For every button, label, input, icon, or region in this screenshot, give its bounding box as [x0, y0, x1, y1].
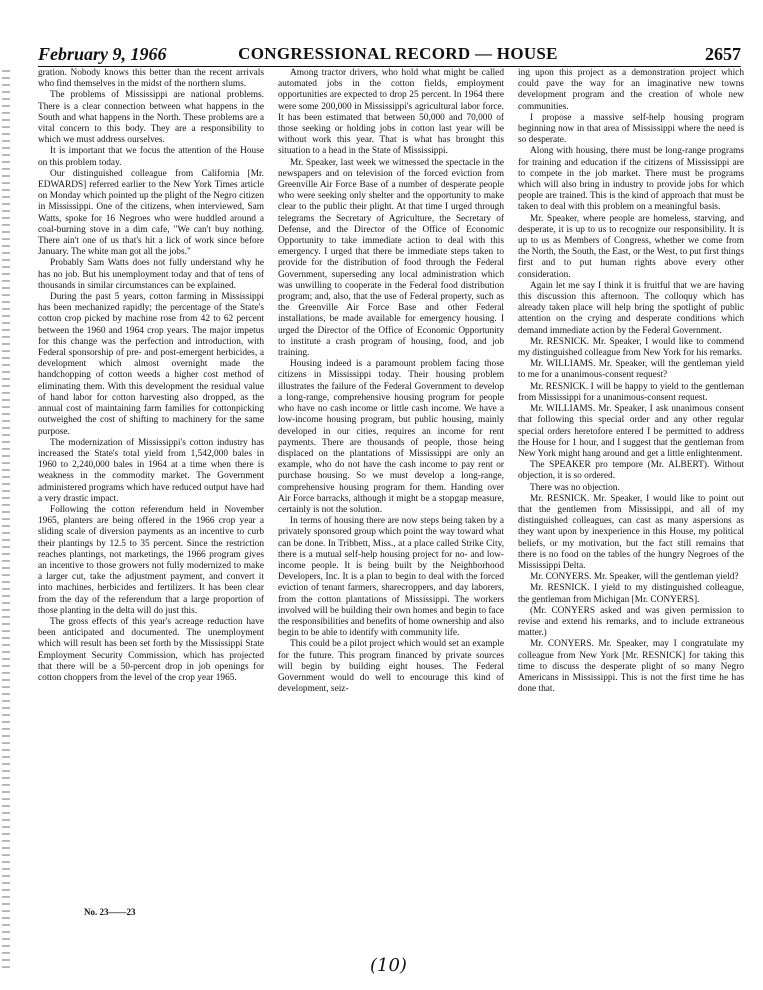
paragraph: The gross effects of this year's acreage reduction have been anticipated and documented. The unemployment which will result has been set forth by the Mississippi State Employment Security Commission, which has projected that there will be a 50-percent drop in job openings for cotton choppers from the level of the crop year 1965.: [38, 616, 264, 683]
paragraph: Our distinguished colleague from California [Mr. EDWARDS] referred earlier to the New York Times article on Monday which pointed up the plight of the Negro citizen in Mississippi. One of the citizens, when interviewed, Sam Watts, spoke for 16 Negroes who were huddled around a coal-burning stove in a dim cafe, "We can't buy nothing. There ain't one of us that's hit a lick of work since before January. The white man got all the jobs.": [38, 168, 264, 258]
paragraph: It is important that we focus the attention of the House on this problem today.: [38, 146, 264, 168]
paragraph: Mr. RESNICK. Mr. Speaker, I would like to point out that the gentlemen from Mississippi, and all of my distinguished colleagues, can cast as many aspersions as they want upon by inexperience in this House, my political beliefs, or my motivation, but the fact still remains that there is no food on the tables of the hungry Negroes of the Mississippi Delta.: [518, 493, 744, 571]
paragraph: The problems of Mississippi are national problems. There is a clear connection between what happens in the South and what happens in the North. These problems are a vital concern to this body. They are a responsibility to which we must address ourselves.: [38, 90, 264, 146]
paragraph: (Mr. CONYERS asked and was given permission to revise and extend his remarks, and to include extraneous matter.): [518, 605, 744, 639]
paragraph: This could be a pilot project which would set an example for the future. This program financed by private sources will begin by building eight houses. The Federal Government would do well to encourage this kind of development, seiz-: [278, 639, 504, 695]
paragraph: Following the cotton referendum held in November 1965, planters are being offered in the 1966 crop year a sliding scale of diversion payments as an incentive to curb their plantings by 12.5 to 35 percent. Since the restriction reaches plantings, not marketings, the 1966 program gives an incentive to those growers not fully modernized to make a larger cut, take the adjustment payment, and convert it into machines, herbicides and fertilizers. It has been clear from the day of the referendum that a large proportion of those planting in the delta will do just this.: [38, 504, 264, 616]
paragraph: Mr. RESNICK. Mr. Speaker, I would like to commend my distinguished colleague from New York for his remarks.: [518, 336, 744, 359]
paragraph: Mr. Speaker, where people are homeless, starving, and desperate, it is up to us to recognize our responsibility. It is up to us as Members of Congress, whether we come from the North, the South, the East, or the West, to put first things first and to put human rights above every other consideration.: [518, 213, 744, 280]
column-1: [38, 68, 264, 940]
binding-holes: [2, 70, 10, 970]
page-header: [38, 40, 741, 66]
header-page-number: 2657: [705, 44, 741, 64]
paragraph: Mr. RESNICK. I will be happy to yield to the gentleman from Mississippi for a unanimous-consent request.: [518, 381, 744, 403]
handwritten-page-mark: (10): [370, 955, 407, 976]
paragraph: Along with housing, there must be long-range programs for training and education if the citizens of Mississippi are to compete in the job market. There must be programs which will also bring in industry to provide jobs for which people are trained. This is the kind of approach that must be taken to deal with this problem on a meaningful basis.: [518, 146, 744, 213]
paragraph: Again let me say I think it is fruitful that we are having this discussion this afternoon. The colloquy which has already taken place will help bring the spotlight of public attention on the crying and desperate conditions which demand immediate action by the Federal Government.: [518, 280, 744, 336]
paragraph: gration. Nobody knows this better than the recent arrivals who find themselves in the midst of the northern slums.: [38, 68, 264, 90]
paragraph: Mr. WILLIAMS. Mr. Speaker, I ask unanimous consent that following this special order and any other regular special orders heretofore entered I be permitted to address the House for 1 hour, and I suggest that the gentleman from New York might hang around and get a little enlightenment.: [518, 404, 744, 459]
column-3: [518, 68, 744, 940]
folio-number: No. 23——23: [84, 907, 136, 917]
header-date: February 9, 1966: [38, 44, 167, 64]
paragraph: Mr. Speaker, last week we witnessed the spectacle in the newspapers and on television of the forced eviction from Greenville Air Force Base of a number of desperate people who were seeking only shelter and the opportunity to make clear to the public their plight. At that time I urged through telegrams the Secretary of Agriculture, the Secretary of Defense, and the Director of the Office of Economic Opportunity to take immediate action to deal with this emergency. I urged that there be immediate steps taken to provide for the distribution of food through the Federal Government, superseding any local administration which was unwilling to cooperate in the Federal food distribution program; and, also, that the use of Federal property, such as the Greenville Air Force Base and other Federal installations, be made available for emergency housing. I urged the Director of the Office of Economic Opportunity to institute a crash program of housing, food, and job training.: [278, 157, 504, 359]
column-2: [278, 68, 504, 940]
header-rule: [38, 66, 741, 67]
paragraph: Mr. RESNICK. I yield to my distinguished colleague, the gentleman from Michigan [Mr. CONYERS].: [518, 583, 744, 605]
paragraph: Probably Sam Watts does not fully understand why he has no job. But his unemployment today and that of tens of thousands in similar circumstances can be explained.: [38, 258, 264, 291]
text-columns: [38, 68, 744, 940]
paragraph: The SPEAKER pro tempore (Mr. ALBERT). Without objection, it is so ordered.: [518, 460, 744, 482]
paragraph: ing upon this project as a demonstration project which could pave the way for an imaginative new towns development program and the creation of whole new communities.: [518, 68, 744, 112]
paragraph: During the past 5 years, cotton farming in Mississippi has been mechanized rapidly; the percentage of the State's cotton crop picked by machine rose from 42 to 62 percent between the 1960 and 1964 crop years. The major impetus for this change was the perfection and introduction, with Federal sponsorship of pre- and post-emergent herbicides, a development which almost overnight made the handchopping of cotton weeds a higher cost method of eliminating them. With this development the residual value of hand labor for cotton harvesting also dropped, as the annual cost of maintaining farm families for cottonpicking outweighed the cost of shifting to machinery for the same purpose.: [38, 292, 264, 437]
paragraph: Mr. WILLIAMS. Mr. Speaker, will the gentleman yield to me for a unanimous-consent request?: [518, 359, 744, 381]
paragraph: Mr. CONYERS. Mr. Speaker, may I congratulate my colleague from New York [Mr. RESNICK] for taking this time to discuss the desperate plight of so many Negro Americans in Mississippi. This is not the first time he has done that.: [518, 639, 744, 695]
paragraph: I propose a massive self-help housing program beginning now in that area of Mississippi where the need is so desperate.: [518, 112, 744, 146]
header-title: CONGRESSIONAL RECORD — HOUSE: [238, 44, 558, 63]
paragraph: There was no objection.: [530, 482, 620, 493]
paragraph: The modernization of Mississippi's cotton industry has increased the State's total yield from 1,542,000 bales in 1960 to 2,240,000 bales in 1964 at a time when there is weakness in the commodity market. The Government administered programs which have reduced output have had a very drastic impact.: [38, 437, 264, 504]
paragraph: Mr. CONYERS. Mr. Speaker, will the gentleman yield?: [530, 572, 739, 583]
paragraph: Housing indeed is a paramount problem facing those citizens in Mississippi today. Their housing problem illustrates the failure of the Federal Government to develop a long-range, comprehensive housing program for people who have no cash income or little cash income. We have a low-income housing program, but public housing, mainly developed in our cities, requires an income for rent payments. There are thousands of people, those being displaced on the plantations of Mississippi are only an example, who do not have the cash income to pay rent or purchase housing. So we must develop a long-range, comprehensive housing program for them. Handing over Air Force barracks, although it might be a stopgap measure, certainly is not the solution.: [278, 359, 504, 515]
paragraph: Among tractor drivers, who hold what might be called automated jobs in the cotton fields, employment opportunities are expected to drop 25 percent. In 1964 there were some 200,000 in Mississippi's agricultural labor force. It has been estimated that between 50,000 and 70,000 of those seeking or holding jobs in cotton last year will be without work this year. That is what has brought this situation to a head in the State of Mississippi.: [278, 68, 504, 157]
paragraph: In terms of housing there are now steps being taken by a privately sponsored group which point the way toward what can be done. In Tribbett, Miss., at a place called Strike City, there is a mutual self-help housing project for no- and low-income people. It is being built by the Neighborhood Developers, Inc. It is a plan to begin to deal with the forced eviction of tenant farmers, sharecroppers, and day laborers, from the cotton plantations of Mississippi. The workers involved will be building their own homes and begin to face the responsibilities and benefits of home ownership and also begin to be able to identify with community life.: [278, 516, 504, 639]
